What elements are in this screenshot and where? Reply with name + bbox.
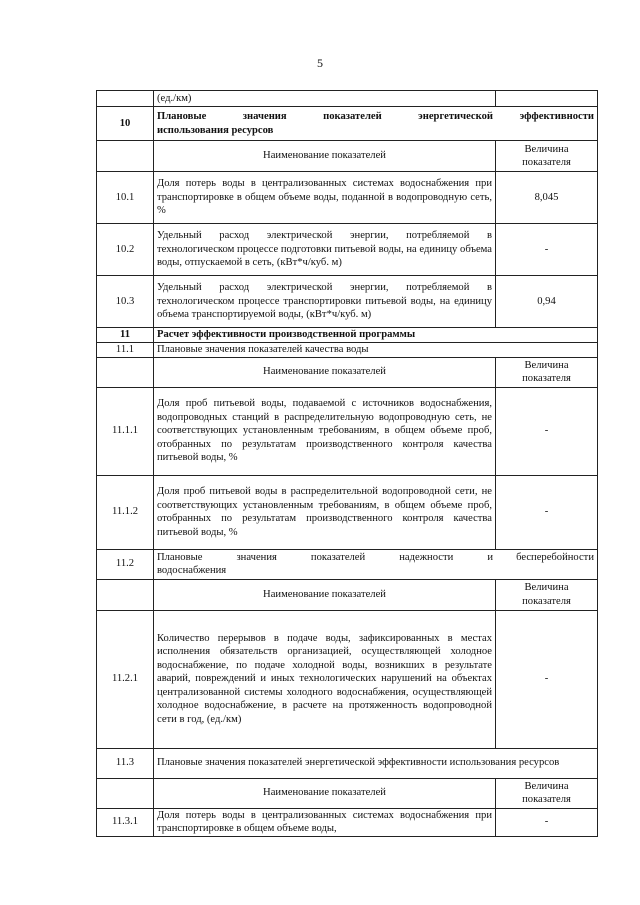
row-value: -: [496, 610, 598, 748]
table-row: [97, 475, 598, 549]
section-title-right: эффективности: [519, 111, 594, 122]
subsection-title-line1: Плановые значения показателей надежности и: [157, 551, 493, 563]
row-text: Удельный расход электрической энергии, потребляемой в технологическом процессе подготовки питьевой воды, на единицу объема воды, отпускаемой в сеть, (кВт*ч/куб. м): [154, 224, 496, 276]
subsection-number: 11.1: [97, 343, 154, 358]
column-header-value: Величина показателя: [496, 579, 598, 610]
row-text: Доля проб питьевой воды, подаваемой с источников водоснабжения, водопроводных станций в распределительную водопроводную сеть, не соответствующих установленным требованиям, в общем объеме проб, отобранных по результатам производственного контроля качества питьевой воды, %: [154, 387, 496, 475]
table-row: [97, 387, 598, 475]
table-row: [97, 276, 598, 328]
section-title: [154, 107, 598, 141]
subsection-header-row: [97, 549, 598, 579]
column-header-name: Наименование показателей: [154, 357, 496, 387]
row-number: 11.1.1: [97, 387, 154, 475]
row-value: -: [496, 808, 598, 836]
subsection-title: Плановые значения показателей качества воды: [154, 343, 598, 358]
row-number: 11.3.1: [97, 808, 154, 836]
subsection-title: [154, 549, 598, 579]
section-header-row: [97, 107, 598, 141]
subsection-title-line2: водоснабжения: [157, 565, 227, 576]
row-number: 11.1.2: [97, 475, 154, 549]
column-header-row: [97, 141, 598, 172]
section-number: 11: [97, 328, 154, 343]
section-header-row: [97, 328, 598, 343]
table-row: [97, 808, 598, 836]
row-text: (ед./км): [154, 91, 496, 107]
section-number: 10: [97, 107, 154, 141]
row-value: 0,94: [496, 276, 598, 328]
row-text: Доля проб питьевой воды в распределительной водопроводной сети, не соответствующих установленным требованиям, в общем объеме проб, отобранных по результатам производственного контроля качества питьевой воды, %: [154, 475, 496, 549]
column-header-row: [97, 778, 598, 808]
column-header-name: Наименование показателей: [154, 141, 496, 172]
section-title-line2: использования ресурсов: [157, 124, 274, 136]
row-value: 8,045: [496, 172, 598, 224]
section-title: Расчет эффективности производственной программы: [154, 328, 598, 343]
row-text: Доля потерь воды в централизованных системах водоснабжения при транспортировке в общем объеме воды,: [154, 808, 496, 836]
column-header-row: [97, 579, 598, 610]
table-row: [97, 224, 598, 276]
column-header-value: Величина показателя: [496, 141, 598, 172]
subsection-number: 11.3: [97, 748, 154, 778]
column-header-value: Величина показателя: [496, 357, 598, 387]
subsection-title: Плановые значения показателей энергетической эффективности использования ресурсов: [154, 748, 598, 778]
row-number: 10.2: [97, 224, 154, 276]
table-row: [97, 91, 598, 107]
row-text: Доля потерь воды в централизованных системах водоснабжения при транспортировке в общем объеме воды, поданной в водопроводную сеть, %: [154, 172, 496, 224]
column-header-value: Величина показателя: [496, 778, 598, 808]
column-header-row: [97, 357, 598, 387]
row-text: Количество перерывов в подаче воды, зафиксированных в местах исполнения обязательств организацией, осуществляющей холодное водоснабжение, по подаче холодной воды, возникших в результате аварий, повреждений и иных технологических нарушений на объектах централизованной системы холодного водоснабжения, осуществляющей холодное водоснабжение, в расчете на протяженность водопроводной сети в год, (ед./км): [154, 610, 496, 748]
row-value: -: [496, 224, 598, 276]
row-value: -: [496, 387, 598, 475]
row-value: -: [496, 475, 598, 549]
section-title-line1: Плановые значения показателей энергетической: [157, 111, 493, 122]
column-header-name: Наименование показателей: [154, 579, 496, 610]
table-row: [97, 172, 598, 224]
page-number: 5: [317, 56, 323, 70]
subsection-number: 11.2: [97, 549, 154, 579]
column-header-name: Наименование показателей: [154, 778, 496, 808]
row-text: Удельный расход электрической энергии, потребляемой в технологическом процессе транспортировки питьевой воды, на единицу объема транспортируемой воды, (кВт*ч/куб. м): [154, 276, 496, 328]
row-number: 10.3: [97, 276, 154, 328]
indicators-table: [96, 90, 598, 837]
subsection-header-row: [97, 343, 598, 358]
subsection-header-row: [97, 748, 598, 778]
table-row: [97, 610, 598, 748]
row-number: 10.1: [97, 172, 154, 224]
subsection-title-right: бесперебойности: [516, 551, 594, 563]
row-number: 11.2.1: [97, 610, 154, 748]
